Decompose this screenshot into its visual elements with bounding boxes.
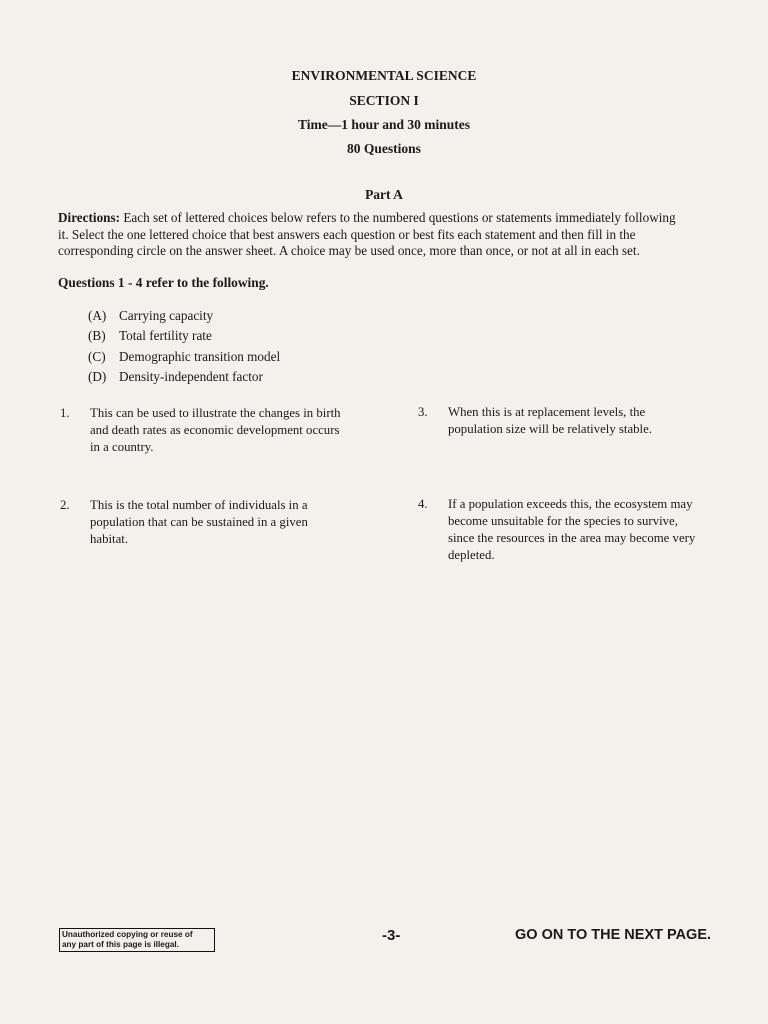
question-text bbox=[448, 404, 688, 438]
choice-item bbox=[88, 326, 280, 346]
choice-list bbox=[88, 306, 280, 387]
choice-letter: (A) bbox=[88, 308, 107, 323]
directions-label: Directions: bbox=[58, 210, 121, 225]
question-line: in a country. bbox=[90, 440, 154, 454]
question-line: When this is at replacement levels, the bbox=[448, 405, 646, 419]
copyright-notice bbox=[59, 928, 215, 952]
directions-line bbox=[58, 210, 730, 227]
choice-text: Density-independent factor bbox=[119, 368, 263, 384]
notice-line: any part of this page is illegal. bbox=[62, 940, 179, 949]
question-line: depleted. bbox=[448, 548, 495, 562]
choice-letter: (B) bbox=[88, 328, 106, 344]
subject-title: ENVIRONMENTAL SCIENCE bbox=[291, 68, 477, 83]
question-line: habitat. bbox=[90, 532, 129, 546]
question-line: This can be used to illustrate the changes in birth bbox=[90, 406, 341, 420]
question-text bbox=[90, 497, 350, 548]
question-text bbox=[448, 496, 733, 564]
question-number: 4. bbox=[418, 497, 428, 511]
directions-line3: corresponding circle on the answer sheet. A choice may be used once, more than once, or not at all in each set. bbox=[58, 243, 640, 258]
choice-item bbox=[88, 347, 280, 367]
time-limit: Time—1 hour and 30 minutes bbox=[297, 117, 471, 132]
question-number: 2. bbox=[60, 498, 70, 512]
notice-line: Unauthorized copying or reuse of bbox=[62, 930, 193, 939]
question-number: 3. bbox=[418, 405, 428, 419]
choice-item bbox=[88, 306, 280, 326]
question-text bbox=[90, 405, 380, 456]
question-line: If a population exceeds this, the ecosystem may bbox=[448, 497, 693, 511]
choice-item bbox=[88, 367, 280, 387]
next-page-instruction: GO ON TO THE NEXT PAGE. bbox=[515, 927, 712, 943]
directions-line1: Each set of lettered choices below refers to the numbered questions or statements immediately following bbox=[123, 210, 676, 225]
question-count: 80 Questions bbox=[347, 141, 421, 156]
page-number: -3- bbox=[382, 927, 401, 944]
choice-letter: (D) bbox=[88, 368, 107, 384]
question-number: 1. bbox=[60, 406, 70, 420]
question-line: This is the total number of individuals in a bbox=[90, 498, 308, 512]
choice-letter: (C) bbox=[88, 348, 106, 364]
question-line: become unsuitable for the species to survive, bbox=[448, 514, 678, 528]
directions bbox=[58, 210, 730, 260]
directions-line2: it. Select the one lettered choice that best answers each question or best fits each statement and then fill in the bbox=[58, 226, 636, 242]
choice-text: Total fertility rate bbox=[119, 328, 212, 344]
question-line: and death rates as economic development occurs bbox=[90, 423, 340, 437]
part-title: Part A bbox=[365, 187, 403, 202]
question-line: population that can be sustained in a given bbox=[90, 515, 308, 529]
question-line: population size will be relatively stable. bbox=[448, 422, 652, 436]
question-set-heading: Questions 1 - 4 refer to the following. bbox=[58, 275, 269, 290]
question-line: since the resources in the area may become very bbox=[448, 531, 696, 545]
choice-text: Demographic transition model bbox=[119, 348, 281, 364]
section-title: SECTION I bbox=[349, 93, 419, 108]
choice-text: Carrying capacity bbox=[119, 308, 214, 323]
